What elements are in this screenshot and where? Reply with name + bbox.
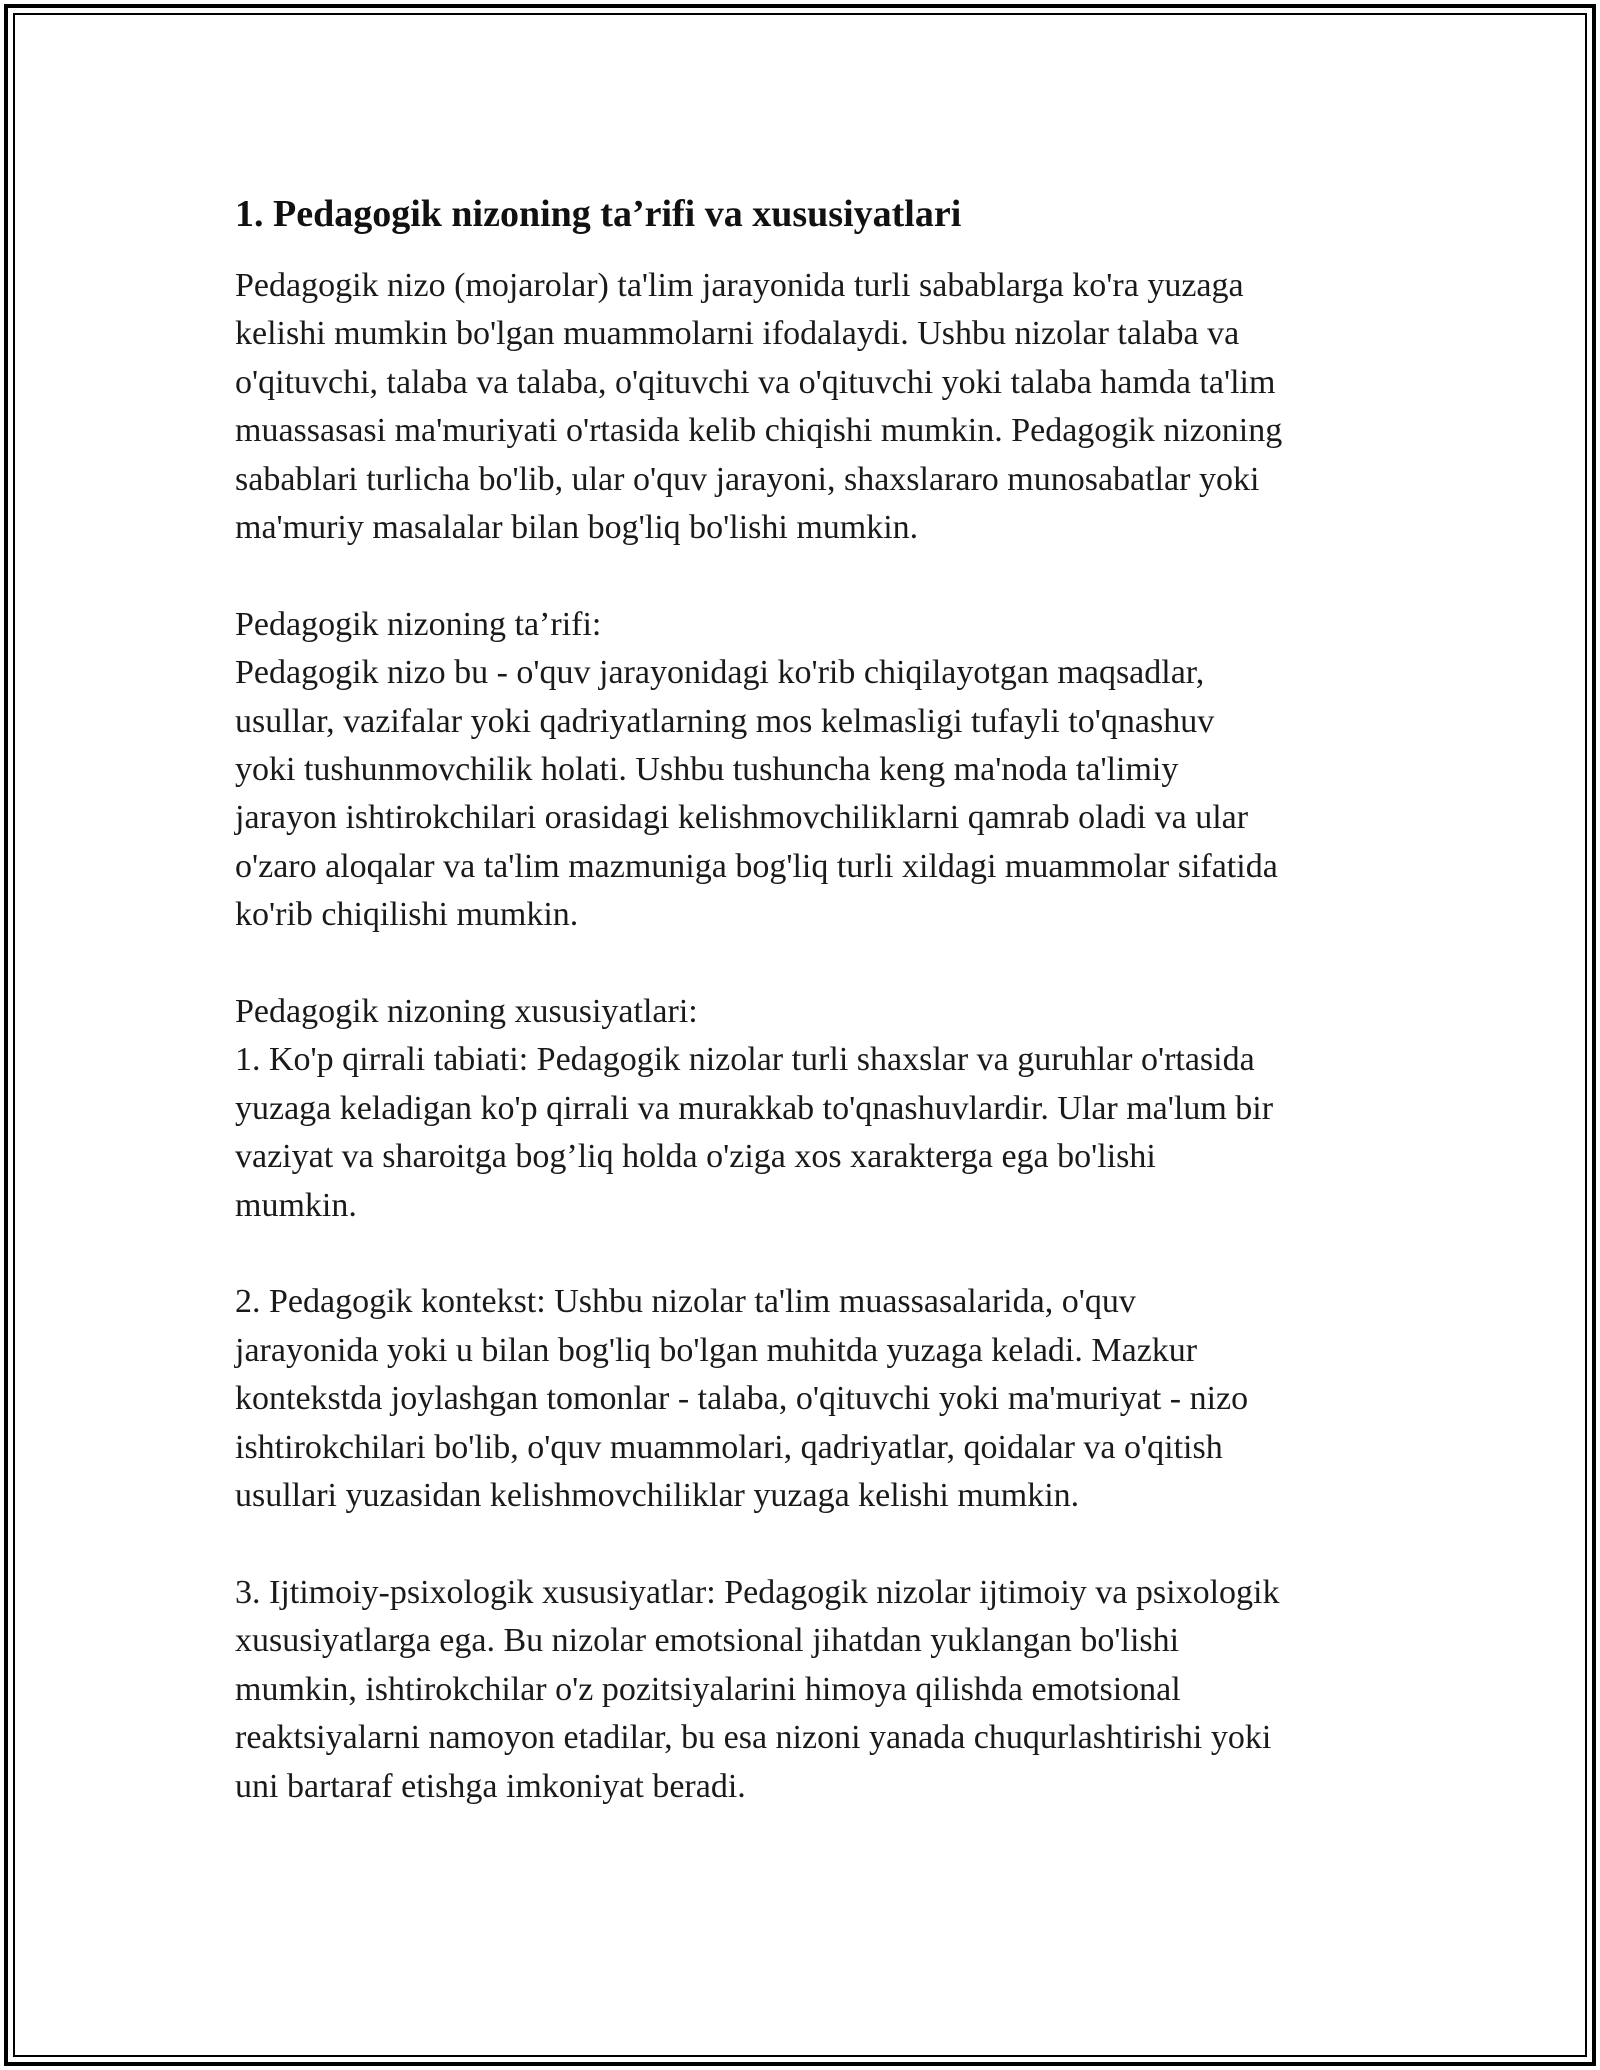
definition-paragraph: Pedagogik nizo bu - o'quv jarayonidagi ko'rib chiqilayotgan maqsadlar, usullar, vazifalar yoki qadriyatlarning mos kelmasligi tufayli to'qnashuv yoki tushunmovchilik holati. Ushbu tushuncha keng ma'noda ta'limiy jarayon ishtirokchilari orasidagi kelishmovchiliklarni qamrab oladi va ular o'zaro aloqalar va ta'lim mazmuniga bog'liq turli xildagi muammolar sifatida ko'rib chiqilishi mumkin.: [235, 654, 1278, 934]
feature-item-1: 1. Ko'p qirrali tabiati: Pedagogik nizolar turli shaxslar va guruhlar o'rtasida yuzaga keladigan ko'p qirrali va murakkab to'qnashuvlardir. Ular ma'lum bir vaziyat va sharoitga bog’liq holda o'ziga xos xarakterga ega bo'lishi mumkin.: [235, 1041, 1274, 1224]
document-body: [235, 188, 1375, 1811]
paragraph-spacer: [235, 940, 1375, 988]
paragraph-spacer: [235, 1230, 1375, 1278]
paragraph-spacer: [235, 1521, 1375, 1569]
features-title: Pedagogik nizoning xususiyatlari:: [235, 993, 698, 1031]
feature-item-2: 2. Pedagogik kontekst: Ushbu nizolar ta'lim muassasalarida, o'quv jarayonida yoki u bilan bog'liq bo'lgan muhitda yuzaga keladi. Mazkur kontekstda joylashgan tomonlar - talaba, o'qituvchi yoki ma'muriyat - nizo ishtirokchilari bo'lib, o'quv muammolari, qadriyatlar, qoidalar va o'qitish usullari yuzasidan kelishmovchiliklar yuzaga kelishi mumkin.: [235, 1283, 1249, 1515]
definition-title: Pedagogik nizoning ta’rifi:: [235, 605, 602, 643]
intro-paragraph: Pedagogik nizo (mojarolar) ta'lim jarayonida turli sabablarga ko'ra yuzaga kelishi mumkin bo'lgan muammolarni ifodalaydi. Ushbu nizolar talaba va o'qituvchi, talaba va talaba, o'qituvchi va o'qituvchi yoki talaba hamda ta'lim muassasasi ma'muriyati o'rtasida kelib chiqishi mumkin. Pedagogik nizoning sabablari turlicha bo'lib, ular o'quv jarayoni, shaxslararo munosabatlar yoki ma'muriy masalalar bilan bog'liq bo'lishi mumkin.: [235, 267, 1283, 547]
document-heading: 1. Pedagogik nizoning ta’rifi va xususiyatlari: [235, 193, 962, 235]
feature-item-3: 3. Ijtimoiy-psixologik xususiyatlar: Pedagogik nizolar ijtimoiy va psixologik xususiyatlarga ega. Bu nizolar emotsional jihatdan yuklangan bo'lishi mumkin, ishtirokchilar o'z pozitsiyalarini himoya qilishda emotsional reaktsiyalarni namoyon etadilar, bu esa nizoni yanada chuqurlashtirishi yoki uni bartaraf etishga imkoniyat beradi.: [235, 1573, 1280, 1805]
paragraph-spacer: [235, 552, 1375, 600]
